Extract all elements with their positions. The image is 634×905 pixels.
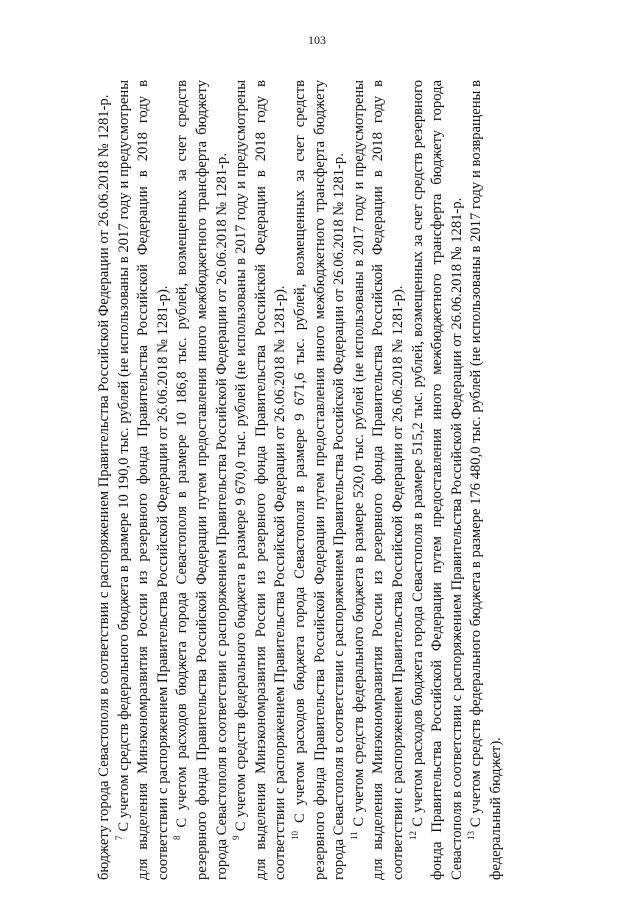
- footnote-11: [350, 80, 409, 880]
- footnote-12: [409, 80, 468, 880]
- footnote-mark: 9: [231, 835, 242, 840]
- footnote-mark: 10: [290, 831, 301, 840]
- footnote-text: С учетом расходов бюджета города Севастополя в размере 9 671,6 тыс. рублей, возмещенных за счет средств резервного фонда Правительства Российской Федерации путем предоставления иного межбюджетного трансферта бюджету города Севастополя в соответствии с распоряжением Правительства Российской Федерации от 26.06.2018 № 1281-р.: [291, 80, 348, 880]
- footnotes-block: [95, 80, 567, 880]
- page-number: 103: [308, 33, 326, 47]
- footnote-10: [291, 80, 350, 880]
- footnote-7: [115, 80, 174, 880]
- footnote-mark: 8: [172, 835, 183, 840]
- footnote-9: [232, 80, 291, 880]
- footnote-text: С учетом расходов бюджета города Севастополя в размере 515,2 тыс. рублей, возмещенных за счет средств резервного фонда Правительства Российской Федерации путем предоставления иного межбюджетного трансферта бюджету города Севастополя в соответствии с распоряжением Правительства Российской Федерации от 26.06.2018 № 1281-р.: [409, 80, 465, 880]
- footnote-text: С учетом средств федерального бюджета в размере 520,0 тыс. рублей (не использованы в 2017 году и предусмотрены для выделения Минэкономразвития России из резервного фонда Правительства Российской Федерации в 2018 году в соответствии с распоряжением Правительства Российской Федерации от 26.06.2018 № 1281-р).: [350, 80, 406, 880]
- footnote-mark: 11: [348, 831, 359, 840]
- footnote-8: [173, 80, 232, 880]
- intro-paragraph: бюджету города Севастополя в соответствии с распоряжением Правительства Российской Федерации от 26.06.2018 № 1281-р.: [96, 94, 112, 880]
- footnote-text: С учетом средств федерального бюджета в размере 10 190,0 тыс. рублей (не использованы в 2017 году и предусмотрены для выделения Минэкономразвития России из резервного фонда Правительства Российской Федерации в 2018 году в соответствии с распоряжением Правительства Российской Федерации от 26.06.2018 № 1281-р).: [115, 80, 171, 880]
- footnote-text: С учетом расходов бюджета города Севастополя в размере 10 186,8 тыс. рублей, возмещенных за счет средств резервного фонда Правительства Российской Федерации путем предоставления иного межбюджетного трансферта бюджету города Севастополя в соответствии с распоряжением Правительства Российской Федерации от 26.06.2018 № 1281-р.: [174, 80, 230, 880]
- footnote-text: С учетом средств федерального бюджета в размере 9 670,0 тыс. рублей (не использованы в 2017 году и предусмотрены для выделения Минэкономразвития России из резервного фонда Правительства Российской Федерации в 2018 году в соответствии с распоряжением Правительства Российской Федерации от 26.06.2018 № 1281-р).: [233, 80, 289, 880]
- footnote-mark: 12: [407, 831, 418, 840]
- footnote-13: [467, 80, 506, 880]
- footnote-mark: 7: [113, 835, 124, 840]
- footnote-mark: 13: [466, 831, 477, 840]
- footnote-text: С учетом средств федерального бюджета в размере 176 480,0 тыс. рублей (не использованы в 2017 году и возвращены в федеральный бюджет).: [468, 80, 504, 880]
